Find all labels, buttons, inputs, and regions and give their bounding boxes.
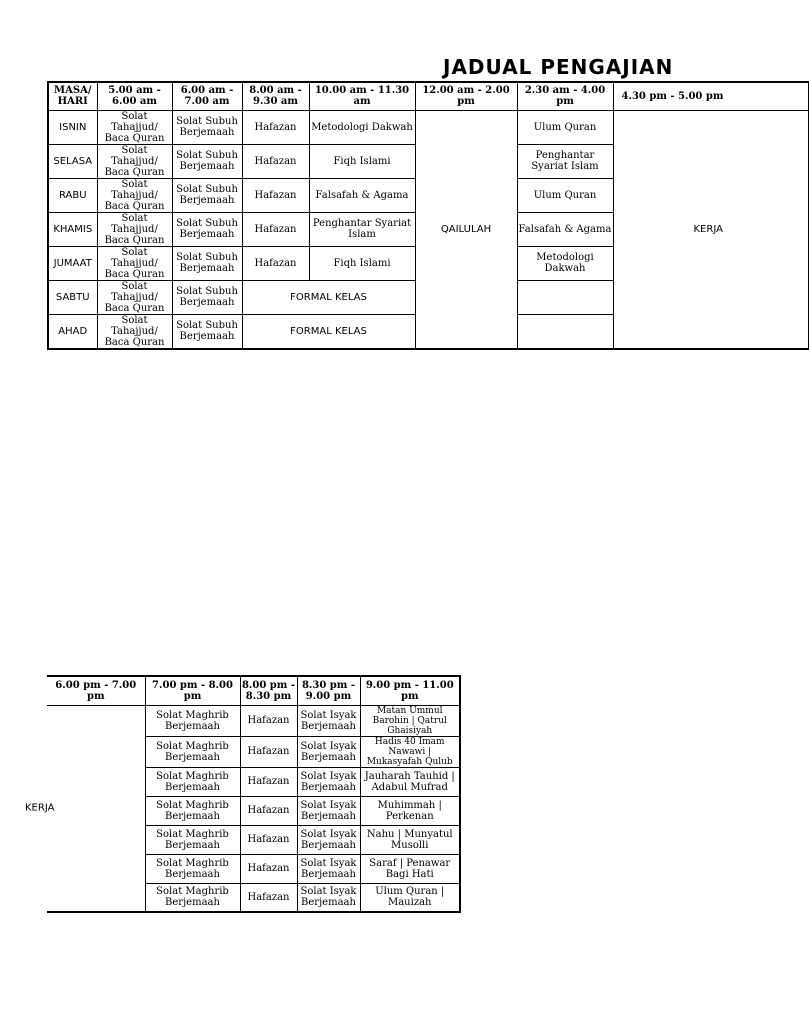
table-cell: Hafazan <box>240 736 297 767</box>
table-cell: Solat Isyak Berjemaah <box>297 825 360 854</box>
table-cell: Solat Maghrib Berjemaah <box>145 796 240 825</box>
table-cell: Hafazan <box>240 767 297 796</box>
header-cell: 10.00 am - 11.30 am <box>309 82 415 110</box>
header-cell: 6.00 pm - 7.00 pm <box>47 676 145 705</box>
day-cell: KHAMIS <box>48 212 97 246</box>
table-cell: Hafazan <box>240 854 297 883</box>
table-cell: Solat Subuh Berjemaah <box>172 314 242 349</box>
table-cell: Hafazan <box>242 178 309 212</box>
table-cell: Solat Maghrib Berjemaah <box>145 883 240 912</box>
table-cell: Solat Tahajjud/ Baca Quran <box>97 246 172 280</box>
table-cell: Hafazan <box>240 796 297 825</box>
kerja-cell: KERJA <box>613 110 808 349</box>
table-header-row <box>48 82 808 110</box>
header-cell: 8.30 pm - 9.00 pm <box>297 676 360 705</box>
header-cell: 8.00 pm - 8.30 pm <box>240 676 297 705</box>
kerja-continued-cell <box>25 705 145 912</box>
table-cell: Solat Tahajjud/ Baca Quran <box>97 212 172 246</box>
schedule-table-evening <box>25 675 461 913</box>
table-cell: Solat Maghrib Berjemaah <box>145 854 240 883</box>
table-cell: Solat Subuh Berjemaah <box>172 110 242 144</box>
table-cell: Solat Tahajjud/ Baca Quran <box>97 110 172 144</box>
kerja-overflow-text: KERJA <box>25 802 55 814</box>
table-cell: Solat Subuh Berjemaah <box>172 212 242 246</box>
day-cell: ISNIN <box>48 110 97 144</box>
table-cell: Solat Subuh Berjemaah <box>172 280 242 314</box>
schedule-table-morning <box>47 81 809 350</box>
table-cell: Hafazan <box>242 212 309 246</box>
header-cell: 2.30 am - 4.00 pm <box>517 82 613 110</box>
header-cell: 5.00 am - 6.00 am <box>97 82 172 110</box>
formal-kelas-cell: FORMAL KELAS <box>242 314 415 349</box>
table-cell: Falsafah & Agama <box>309 178 415 212</box>
table-cell: Solat Subuh Berjemaah <box>172 178 242 212</box>
table-cell: Nahu | Munyatul Musolli <box>360 825 460 854</box>
table-cell: Penghantar Syariat Islam <box>517 144 613 178</box>
table-cell: Muhimmah | Perkenan <box>360 796 460 825</box>
table-cell: Hafazan <box>240 883 297 912</box>
table-cell: Solat Isyak Berjemaah <box>297 883 360 912</box>
table-cell: Solat Subuh Berjemaah <box>172 144 242 178</box>
page-title: JADUAL PENGAJIAN <box>443 55 674 79</box>
header-cell: MASA/ HARI <box>48 82 97 110</box>
header-cell: 7.00 pm - 8.00 pm <box>145 676 240 705</box>
schedule-table-evening-wrapper <box>25 675 462 911</box>
table-cell: Solat Isyak Berjemaah <box>297 854 360 883</box>
table-cell: Falsafah & Agama <box>517 212 613 246</box>
header-cell: 4.30 pm - 5.00 pm <box>613 82 808 110</box>
table-cell: Jauharah Tauhid | Adabul Mufrad <box>360 767 460 796</box>
header-cell: 8.00 am - 9.30 am <box>242 82 309 110</box>
table-cell: Solat Tahajjud/ Baca Quran <box>97 280 172 314</box>
table-cell: Metodologi Dakwah <box>517 246 613 280</box>
day-cell: RABU <box>48 178 97 212</box>
table-cell: Hafazan <box>240 705 297 736</box>
table-cell: Fiqh Islami <box>309 246 415 280</box>
table-row <box>47 705 460 736</box>
table-header-row <box>47 676 460 705</box>
header-cell: 12.00 am - 2.00 pm <box>415 82 517 110</box>
table-cell: Matan Ummul Barohin | Qatrul Ghaisiyah <box>360 705 460 736</box>
day-cell: SABTU <box>48 280 97 314</box>
day-cell: JUMAAT <box>48 246 97 280</box>
formal-kelas-cell: FORMAL KELAS <box>242 280 415 314</box>
qailulah-cell: QAILULAH <box>415 110 517 349</box>
table-cell: Solat Tahajjud/ Baca Quran <box>97 314 172 349</box>
table-cell: Ulum Quran | Mauizah <box>360 883 460 912</box>
table-cell: Hafazan <box>242 110 309 144</box>
table-cell: Hafazan <box>242 246 309 280</box>
table-cell: Solat Isyak Berjemaah <box>297 736 360 767</box>
table-cell: Metodologi Dakwah <box>309 110 415 144</box>
table-cell: Ulum Quran <box>517 110 613 144</box>
table-cell: Penghantar Syariat Islam <box>309 212 415 246</box>
table-cell: Solat Tahajjud/ Baca Quran <box>97 178 172 212</box>
table-cell <box>517 314 613 349</box>
table-cell: Hadis 40 Imam Nawawi | Mukasyafah Qulub <box>360 736 460 767</box>
table-cell: Solat Isyak Berjemaah <box>297 705 360 736</box>
table-cell: Solat Tahajjud/ Baca Quran <box>97 144 172 178</box>
table-row <box>48 110 808 144</box>
table-cell <box>517 280 613 314</box>
table-cell: Solat Maghrib Berjemaah <box>145 825 240 854</box>
table-cell: Solat Isyak Berjemaah <box>297 767 360 796</box>
header-cell: 6.00 am - 7.00 am <box>172 82 242 110</box>
table-cell: Solat Maghrib Berjemaah <box>145 767 240 796</box>
table-cell: Solat Maghrib Berjemaah <box>145 705 240 736</box>
table-cell: Ulum Quran <box>517 178 613 212</box>
table-cell: Hafazan <box>240 825 297 854</box>
schedule-table-morning-wrapper <box>47 81 724 348</box>
table-cell: Hafazan <box>242 144 309 178</box>
table-cell: Solat Isyak Berjemaah <box>297 796 360 825</box>
table-cell: Solat Maghrib Berjemaah <box>145 736 240 767</box>
header-cell: 9.00 pm - 11.00 pm <box>360 676 460 705</box>
day-cell: AHAD <box>48 314 97 349</box>
table-cell: Fiqh Islami <box>309 144 415 178</box>
day-cell: SELASA <box>48 144 97 178</box>
table-cell: Solat Subuh Berjemaah <box>172 246 242 280</box>
table-cell: Saraf | Penawar Bagi Hati <box>360 854 460 883</box>
